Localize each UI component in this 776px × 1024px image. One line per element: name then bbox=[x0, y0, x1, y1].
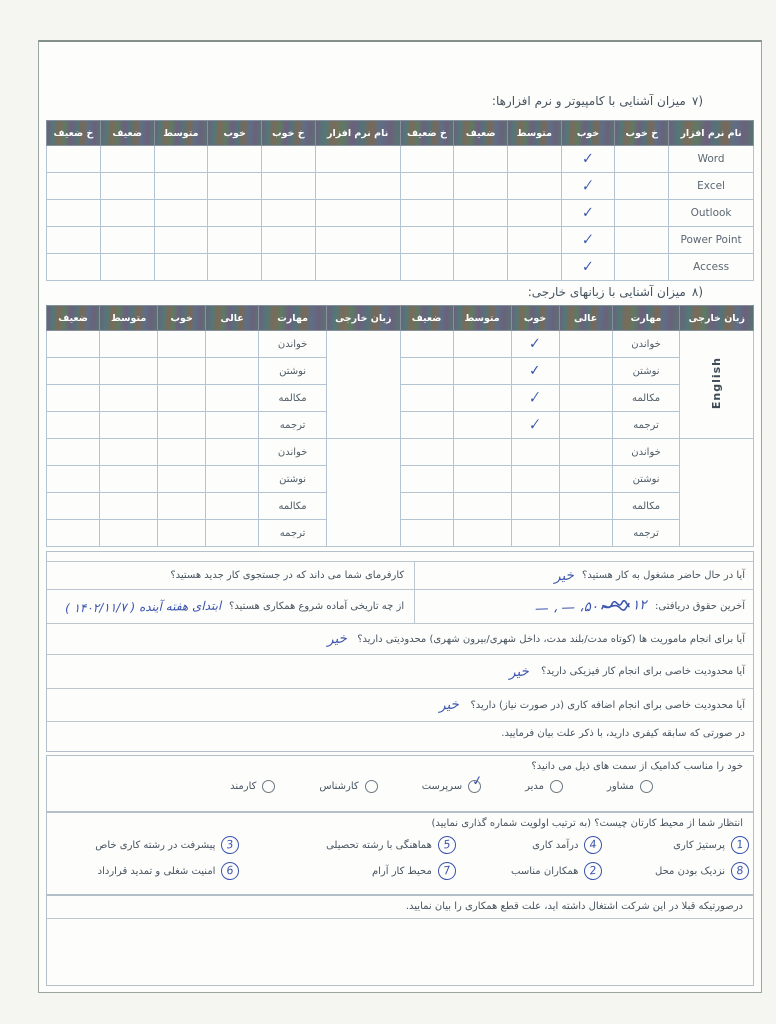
rating-cell bbox=[511, 520, 559, 547]
skill-cell: نوشتن bbox=[612, 466, 680, 493]
table-row bbox=[47, 358, 754, 385]
skill-cell: مکالمه bbox=[612, 385, 680, 412]
priority-item bbox=[602, 836, 749, 854]
rating-cell bbox=[100, 200, 154, 227]
question-cell bbox=[414, 590, 753, 623]
section7-title bbox=[492, 94, 703, 108]
skill-cell: ترجمه bbox=[259, 520, 327, 547]
rating-cell bbox=[559, 439, 612, 466]
priority-item bbox=[51, 836, 239, 854]
table-row bbox=[47, 146, 754, 173]
positions-options-row bbox=[55, 772, 745, 793]
priorities-title: انتظار شما از محیط کارتان چیست؟ (به ترتیب اولویت شماره گذاری نمایید) bbox=[431, 818, 743, 829]
software-name-cell: Word bbox=[669, 146, 754, 173]
rating-cell bbox=[262, 200, 316, 227]
col-foreign-language: زبان خارجی bbox=[680, 306, 754, 331]
rating-cell bbox=[559, 520, 612, 547]
rating-cell bbox=[100, 358, 158, 385]
rating-cell bbox=[615, 200, 669, 227]
col-good: خوب bbox=[561, 121, 615, 146]
check-icon: ✓ bbox=[581, 230, 595, 250]
rating-cell bbox=[511, 466, 559, 493]
radio-circle-checked bbox=[468, 773, 485, 793]
rating-cell bbox=[206, 520, 259, 547]
rating-cell bbox=[154, 146, 208, 173]
rating-cell bbox=[158, 358, 206, 385]
section8-number: ٨) bbox=[691, 285, 703, 299]
rating-cell bbox=[511, 331, 559, 358]
table-row bbox=[47, 331, 754, 358]
col-software-name: نام نرم افزار bbox=[315, 121, 400, 146]
handwritten-answer: خیر bbox=[553, 566, 575, 585]
table-row bbox=[47, 439, 754, 466]
rating-cell bbox=[453, 385, 511, 412]
software-name-cell bbox=[315, 200, 400, 227]
position-option-sarparast bbox=[421, 773, 485, 793]
col-average: متوسط bbox=[154, 121, 208, 146]
skill-cell: نوشتن bbox=[612, 358, 680, 385]
rating-cell bbox=[208, 146, 262, 173]
rating-cell bbox=[154, 173, 208, 200]
radio-circle bbox=[640, 780, 653, 793]
software-name-cell: Power Point bbox=[669, 227, 754, 254]
question-label: آیا محدودیت خاصی برای انجام کار فیزیکی دارید؟ bbox=[540, 666, 745, 677]
rating-cell bbox=[100, 146, 154, 173]
rating-cell bbox=[511, 412, 559, 439]
priority-number-badge: 3 bbox=[220, 835, 240, 855]
rating-cell bbox=[47, 466, 100, 493]
salary-prefix: ۱۲ bbox=[632, 596, 648, 614]
rating-cell bbox=[47, 520, 100, 547]
check-icon: ✓ bbox=[528, 335, 542, 353]
rating-cell bbox=[206, 412, 259, 439]
rating-cell bbox=[508, 173, 562, 200]
rating-cell bbox=[154, 200, 208, 227]
col-weak: ضعیف bbox=[454, 121, 508, 146]
language-name-cell bbox=[680, 439, 754, 547]
question-label: در صورتی که سابقه کیفری دارید، با ذکر علت بیان فرمایید. bbox=[501, 728, 745, 739]
handwritten-answer: خیر bbox=[438, 696, 459, 714]
rating-cell bbox=[511, 493, 559, 520]
rating-cell bbox=[158, 520, 206, 547]
skill-cell: مکالمه bbox=[259, 493, 327, 520]
col-very-weak: خ ضعیف bbox=[47, 121, 101, 146]
priority-number-badge: 2 bbox=[583, 861, 603, 881]
table-row bbox=[47, 412, 754, 439]
rating-cell bbox=[453, 412, 511, 439]
option-label: سرپرست bbox=[421, 781, 463, 792]
rating-cell bbox=[453, 331, 511, 358]
rating-cell bbox=[100, 227, 154, 254]
col-very-good: خ خوب bbox=[262, 121, 316, 146]
priority-item bbox=[239, 862, 455, 880]
position-option-karmand bbox=[230, 780, 275, 793]
priority-label: پرستیژ کاری bbox=[673, 839, 725, 851]
rating-cell bbox=[158, 466, 206, 493]
rating-cell bbox=[158, 331, 206, 358]
question-label: آیا در حال حاضر مشغول به کار هستید؟ bbox=[582, 570, 745, 581]
priority-label: محیط کار آرام bbox=[371, 865, 432, 877]
position-option-moshaver bbox=[607, 780, 653, 793]
rating-cell bbox=[154, 227, 208, 254]
scanned-form-page bbox=[38, 40, 762, 993]
rating-cell bbox=[454, 173, 508, 200]
rating-cell bbox=[400, 331, 453, 358]
rating-cell bbox=[208, 200, 262, 227]
rating-cell bbox=[100, 439, 158, 466]
answer-blank-area bbox=[47, 919, 753, 979]
language-name-cell bbox=[327, 439, 401, 547]
rating-cell bbox=[400, 412, 453, 439]
software-name-cell: Access bbox=[669, 254, 754, 281]
rating-cell bbox=[508, 254, 562, 281]
software-name-cell: Outlook bbox=[669, 200, 754, 227]
rating-cell bbox=[208, 173, 262, 200]
rating-cell bbox=[559, 331, 612, 358]
col-good: خوب bbox=[511, 306, 559, 331]
rating-cell bbox=[400, 173, 454, 200]
rating-cell bbox=[262, 254, 316, 281]
question-label: از چه تاریخی آماده شروع همکاری هستید؟ bbox=[229, 601, 405, 612]
check-icon: ✓ bbox=[528, 387, 542, 409]
spacer-row bbox=[47, 552, 753, 562]
skill-cell: ترجمه bbox=[612, 412, 680, 439]
question-cell bbox=[47, 600, 414, 614]
rating-cell bbox=[559, 493, 612, 520]
rating-cell bbox=[453, 358, 511, 385]
table-row bbox=[47, 227, 754, 254]
position-option-karshenas bbox=[319, 780, 377, 793]
handwritten-answer: خیر bbox=[508, 662, 530, 681]
salary-suffix: ۵۰، — ، — bbox=[535, 598, 599, 617]
rating-cell bbox=[206, 466, 259, 493]
rating-cell bbox=[453, 520, 511, 547]
language-name-cell bbox=[327, 331, 401, 439]
check-icon: ✓ bbox=[581, 258, 595, 276]
rating-cell bbox=[400, 200, 454, 227]
check-icon: ✓ bbox=[470, 773, 485, 790]
employment-questions-box bbox=[46, 551, 754, 752]
question-cell bbox=[47, 570, 414, 581]
rating-cell bbox=[158, 439, 206, 466]
priority-number-badge: 8 bbox=[730, 861, 750, 881]
rating-cell bbox=[615, 146, 669, 173]
skill-cell: خواندن bbox=[259, 439, 327, 466]
section7-title-text: میزان آشنایی با کامپیوتر و نرم افزارها: bbox=[491, 94, 686, 108]
rating-cell bbox=[158, 412, 206, 439]
rating-cell bbox=[154, 254, 208, 281]
skill-cell: ترجمه bbox=[612, 520, 680, 547]
rating-cell bbox=[100, 412, 158, 439]
software-name-cell bbox=[315, 254, 400, 281]
work-expectations-box bbox=[46, 812, 754, 895]
priority-item bbox=[456, 836, 603, 854]
rating-cell bbox=[615, 173, 669, 200]
rating-cell bbox=[454, 146, 508, 173]
priority-item bbox=[239, 836, 455, 854]
table-row bbox=[47, 493, 754, 520]
rating-cell bbox=[208, 227, 262, 254]
check-icon: ✓ bbox=[581, 150, 595, 168]
table-row bbox=[47, 520, 754, 547]
rating-cell bbox=[615, 227, 669, 254]
check-icon: ✓ bbox=[528, 415, 542, 435]
rating-cell bbox=[400, 493, 453, 520]
rating-cell bbox=[561, 254, 615, 281]
col-weak: ضعیف bbox=[400, 306, 453, 331]
table-header-row bbox=[47, 121, 754, 146]
radio-circle bbox=[262, 780, 275, 793]
rating-cell bbox=[400, 439, 453, 466]
col-foreign-language: زبان خارجی bbox=[327, 306, 401, 331]
rating-cell bbox=[400, 358, 453, 385]
rating-cell bbox=[453, 493, 511, 520]
rating-cell bbox=[206, 358, 259, 385]
rating-cell bbox=[508, 146, 562, 173]
option-label: کارشناس bbox=[319, 781, 359, 792]
rating-cell bbox=[400, 385, 453, 412]
previous-employment-box bbox=[46, 895, 754, 986]
rating-cell bbox=[100, 520, 158, 547]
rating-cell bbox=[400, 227, 454, 254]
priority-label: همکاران مناسب bbox=[511, 865, 579, 877]
col-average: متوسط bbox=[508, 121, 562, 146]
priority-label: هماهنگی با رشته تحصیلی bbox=[326, 839, 432, 851]
question-cell bbox=[414, 562, 753, 589]
rating-cell bbox=[47, 358, 100, 385]
rating-cell bbox=[262, 146, 316, 173]
radio-circle bbox=[550, 780, 563, 793]
rating-cell bbox=[561, 173, 615, 200]
question-row-physical bbox=[47, 655, 753, 689]
priority-number-badge: 5 bbox=[437, 835, 457, 855]
rating-cell bbox=[47, 439, 100, 466]
rating-cell bbox=[47, 493, 100, 520]
table-header-row bbox=[47, 306, 754, 331]
check-icon: ✓ bbox=[581, 176, 595, 196]
software-name-cell bbox=[315, 173, 400, 200]
rating-cell bbox=[208, 254, 262, 281]
question-row-salary-date bbox=[47, 590, 753, 624]
rating-cell bbox=[454, 200, 508, 227]
rating-cell bbox=[47, 254, 101, 281]
priority-label: پیشرفت در رشته کاری خاص bbox=[95, 839, 216, 851]
table-row bbox=[47, 173, 754, 200]
skill-cell: خواندن bbox=[259, 331, 327, 358]
rating-cell bbox=[100, 466, 158, 493]
rating-cell bbox=[511, 358, 559, 385]
rating-cell bbox=[559, 358, 612, 385]
rating-cell bbox=[559, 385, 612, 412]
priority-number-badge: 1 bbox=[730, 835, 750, 855]
section8-title bbox=[528, 285, 703, 299]
col-weak: ضعیف bbox=[47, 306, 100, 331]
language-name-cell bbox=[680, 331, 754, 439]
question-row-overtime bbox=[47, 689, 753, 722]
col-good: خوب bbox=[158, 306, 206, 331]
rating-cell bbox=[100, 385, 158, 412]
col-excellent: عالی bbox=[559, 306, 612, 331]
rating-cell bbox=[47, 227, 101, 254]
rating-cell bbox=[511, 385, 559, 412]
col-weak: ضعیف bbox=[100, 121, 154, 146]
rating-cell bbox=[100, 331, 158, 358]
rating-cell bbox=[508, 200, 562, 227]
option-label: مدیر bbox=[525, 781, 545, 792]
table-row bbox=[47, 254, 754, 281]
rating-cell bbox=[400, 254, 454, 281]
priority-item bbox=[602, 862, 749, 880]
question-row-missions bbox=[47, 624, 753, 655]
software-name-cell bbox=[315, 227, 400, 254]
rating-cell bbox=[454, 227, 508, 254]
section7-number: ٧) bbox=[691, 94, 703, 108]
rating-cell bbox=[561, 146, 615, 173]
col-skill: مهارت bbox=[612, 306, 680, 331]
rating-cell bbox=[453, 439, 511, 466]
skill-cell: نوشتن bbox=[259, 358, 327, 385]
software-name-cell bbox=[315, 146, 400, 173]
rating-cell bbox=[511, 439, 559, 466]
skill-cell: مکالمه bbox=[259, 385, 327, 412]
rating-cell bbox=[508, 227, 562, 254]
table-row bbox=[47, 385, 754, 412]
priority-item bbox=[456, 862, 603, 880]
rating-cell bbox=[262, 227, 316, 254]
priority-number-badge: 4 bbox=[583, 835, 603, 855]
rating-cell bbox=[400, 146, 454, 173]
radio-circle bbox=[365, 780, 378, 793]
skill-cell: خواندن bbox=[612, 439, 680, 466]
rating-cell bbox=[47, 146, 101, 173]
skill-cell: نوشتن bbox=[259, 466, 327, 493]
rating-cell bbox=[47, 173, 101, 200]
table-row bbox=[47, 200, 754, 227]
question-label: کارفرمای شما می داند که در جستجوی کار جدید هستید؟ bbox=[170, 570, 405, 581]
positions-box bbox=[46, 755, 754, 812]
rating-cell bbox=[47, 385, 100, 412]
rating-cell bbox=[206, 439, 259, 466]
question-label: آیا محدودیت خاصی برای انجام اضافه کاری (در صورت نیاز) دارید؟ bbox=[470, 699, 745, 711]
col-average: متوسط bbox=[100, 306, 158, 331]
handwritten-answer: خیر bbox=[326, 630, 348, 648]
question-row-employed bbox=[47, 562, 753, 590]
rating-cell bbox=[100, 493, 158, 520]
table-row bbox=[47, 466, 754, 493]
position-option-modir bbox=[525, 780, 563, 793]
priority-label: امنیت شغلی و تمدید قرارداد bbox=[97, 865, 216, 877]
rating-cell bbox=[47, 331, 100, 358]
check-icon: ✓ bbox=[581, 204, 595, 222]
col-very-weak: خ ضعیف bbox=[400, 121, 454, 146]
question-label: آیا برای انجام ماموریت ها (کوتاه مدت/بلند مدت، داخل شهری/بیرون شهری) محدودیتی دارید؟ bbox=[357, 633, 745, 645]
software-skills-table bbox=[46, 120, 754, 281]
rating-cell bbox=[615, 254, 669, 281]
language-name: English bbox=[710, 356, 724, 410]
rating-cell bbox=[158, 385, 206, 412]
priority-number-badge: 7 bbox=[437, 861, 457, 881]
option-label: کارمند bbox=[230, 781, 257, 792]
priority-item bbox=[51, 862, 239, 880]
rating-cell bbox=[158, 493, 206, 520]
priorities-row-1 bbox=[47, 836, 753, 854]
col-skill: مهارت bbox=[259, 306, 327, 331]
rating-cell bbox=[206, 493, 259, 520]
rating-cell bbox=[100, 173, 154, 200]
priority-label: نزدیک بودن محل bbox=[655, 865, 725, 877]
rating-cell bbox=[400, 466, 453, 493]
col-average: متوسط bbox=[453, 306, 511, 331]
rating-cell bbox=[206, 385, 259, 412]
handwritten-salary bbox=[535, 597, 647, 617]
col-software-name: نام نرم افزار bbox=[669, 121, 754, 146]
priorities-row-2 bbox=[47, 862, 753, 880]
rating-cell bbox=[559, 466, 612, 493]
rating-cell bbox=[453, 466, 511, 493]
rating-cell bbox=[47, 412, 100, 439]
priority-number-badge: 6 bbox=[220, 861, 240, 881]
handwritten-answer: ابتدای هفته آینده ( ۱۴۰۲/۱۱/۷ ) bbox=[64, 598, 222, 615]
question-label: آخرین حقوق دریافتی: bbox=[654, 601, 745, 612]
rating-cell bbox=[561, 200, 615, 227]
priority-label: درآمد کاری bbox=[532, 839, 579, 851]
language-skills-table bbox=[46, 305, 754, 547]
software-name-cell: Excel bbox=[669, 173, 754, 200]
previous-employment-question: درصورتیکه قبلا در این شرکت اشتغال داشته اید، علت قطع همکاری را بیان نمایید. bbox=[47, 896, 753, 919]
rating-cell bbox=[559, 412, 612, 439]
rating-cell bbox=[400, 520, 453, 547]
scribble-ink-icon bbox=[600, 598, 630, 613]
section8-title-text: میزان آشنایی با زبانهای خارجی: bbox=[527, 285, 686, 299]
option-label: مشاور bbox=[607, 781, 634, 792]
rating-cell bbox=[262, 173, 316, 200]
positions-question: خود را مناسب کدامیک از سمت های ذیل می دانید؟ bbox=[531, 761, 743, 772]
rating-cell bbox=[100, 254, 154, 281]
rating-cell bbox=[47, 200, 101, 227]
skill-cell: خواندن bbox=[612, 331, 680, 358]
rating-cell bbox=[454, 254, 508, 281]
col-very-good: خ خوب bbox=[615, 121, 669, 146]
col-excellent: عالی bbox=[206, 306, 259, 331]
rating-cell bbox=[206, 331, 259, 358]
rating-cell bbox=[561, 227, 615, 254]
col-good: خوب bbox=[208, 121, 262, 146]
skill-cell: مکالمه bbox=[612, 493, 680, 520]
check-icon: ✓ bbox=[528, 362, 542, 380]
skill-cell: ترجمه bbox=[259, 412, 327, 439]
